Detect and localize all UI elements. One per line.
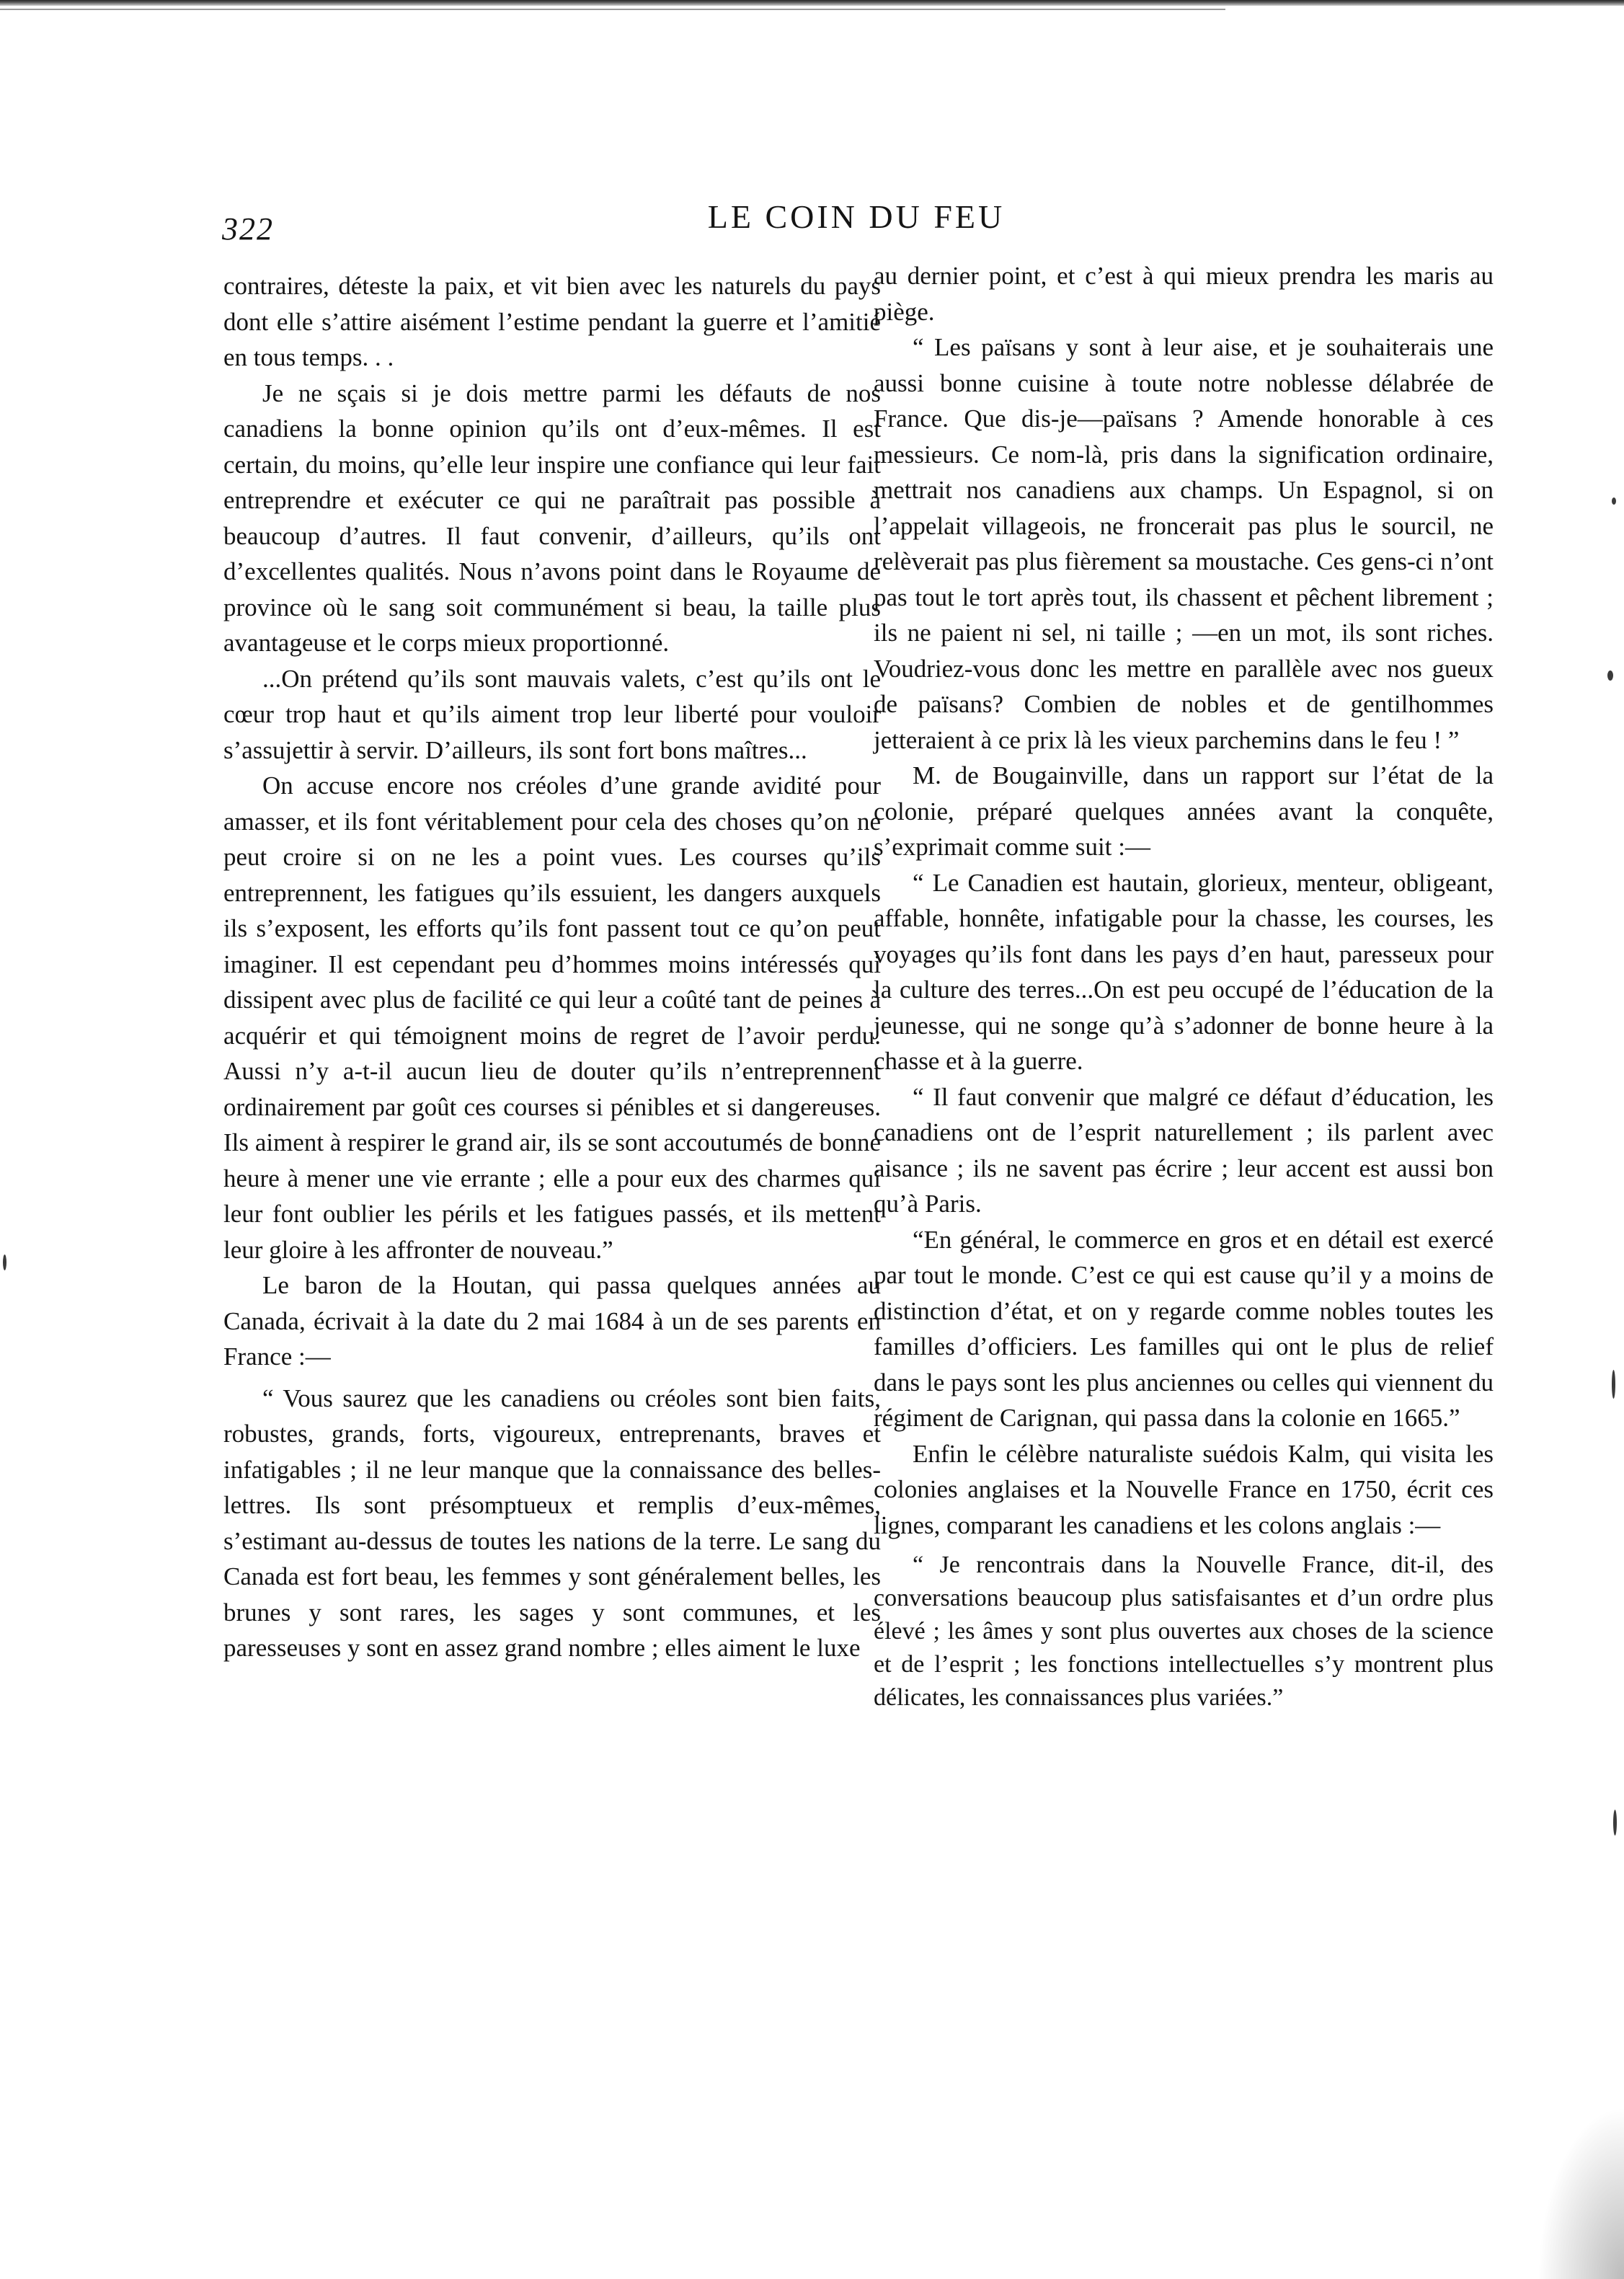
paragraph: “ Les païsans y sont à leur aise, et je souhaiterais une aussi bonne cuisine à toute notre noblesse délabrée de France. Que dis-je—païsans ? Amende honorable à ces messieurs. Ce nom-là, pris dans la signification ordinaire, mettrait nos canadiens aux champs. Un Espagnol, si on l’appelait villageois, ne froncerait pas plus le sourcil, ne relèverait pas plus fièrement sa moustache. Ces gens-ci n’ont pas tout le tort après tout, ils chassent et pêchent librement ; ils ne paient ni sel, ni taille ; —en un mot, ils sont riches. Voudriez-vous donc les mettre en parallèle avec nos gueux de païsans? Combien de nobles et de gentilhommes jetteraient à ce prix là les vieux parchemins dans le feu ! ” — [874, 333, 1494, 754]
scan-speck — [1612, 1370, 1615, 1399]
scan-top-rule — [0, 9, 1225, 10]
paragraph: “ Il faut convenir que malgré ce défaut d’éducation, les canadiens ont de l’esprit naturellement ; ils parlent avec aisance ; ils ne savent pas écrire ; leur accent est aussi bon qu’à Paris. — [874, 1082, 1494, 1218]
page-header — [222, 189, 1404, 247]
scan-speck — [1613, 1810, 1617, 1836]
paragraph: M. de Bougainville, dans un rapport sur l’état de la colonie, préparé quelques années avant la conquête, s’exprimait comme suit :— — [874, 761, 1494, 861]
paragraph: au dernier point, et c’est à qui mieux prendra les maris au piège. — [874, 262, 1494, 326]
right-column — [874, 258, 1494, 1714]
scan-speck — [1607, 671, 1613, 681]
paragraph: “ Je rencontrais dans la Nouvelle France, dit-il, des conversations beaucoup plus satisfaisantes et d’un ordre plus élevé ; les âmes y sont plus ouvertes aux choses de la science et de l’esprit ; les fonctions intellectuelles s’y montrent plus délicates, les connaissances plus variées.” — [874, 1552, 1494, 1711]
left-column — [223, 268, 881, 1666]
running-title: LE COIN DU FEU — [707, 198, 1006, 235]
scan-speck — [1612, 497, 1616, 505]
paragraph: ...On prétend qu’ils sont mauvais valets, c’est qu’ils ont le cœur trop haut et qu’ils aiment trop leur liberté pour vouloir s’assujettir à servir. D’ailleurs, ils sont fort bons maîtres... — [223, 664, 881, 764]
paragraph: “En général, le commerce en gros et en détail est exercé par tout le monde. C’est ce qui est cause qu’il y a moins de distinction d’état, et on y regarde comme nobles toutes les familles d’officiers. Les familles qui ont le plus de relief dans le pays sont les plus anciennes ou celles qui viennent du régiment de Carignan, qui passa dans la colonie en 1665.” — [874, 1225, 1494, 1432]
paragraph: “ Vous saurez que les canadiens ou créoles sont bien faits, robustes, grands, forts, vigoureux, entreprenants, braves et infatigables ; il ne leur manque que la connaissance des belles-lettres. Ils sont présomptueux et remplis d’eux-mêmes, s’estimant au-dessus de toutes les nations de la terre. Le sang du Canada est fort beau, les femmes y sont généralement belles, les brunes y sont rares, les sages y sont communes, et les paresseuses y sont en assez grand nombre ; elles aiment le luxe — [223, 1384, 881, 1662]
paragraph: “ Le Canadien est hautain, glorieux, menteur, obligeant, affable, honnête, infatigable pour la chasse, les courses, les voyages qu’ils font dans les pays d’en haut, paresseux pour la culture des terres...On est peu occupé de l’éducation de la jeunesse, qui ne songe qu’à s’adonner de bonne heure à la chasse et à la guerre. — [874, 868, 1494, 1075]
scan-top-edge — [0, 0, 1624, 6]
paragraph: Enfin le célèbre naturaliste suédois Kalm, qui visita les colonies anglaises et la Nouvelle France en 1750, écrit ces lignes, comparant les canadiens et les colons anglais :— — [874, 1439, 1494, 1539]
scan-speck — [3, 1254, 6, 1270]
paragraph: Je ne sçais si je dois mettre parmi les défauts de nos canadiens la bonne opinion qu’ils ont d’eux-mêmes. Il est certain, du moins, qu’elle leur inspire une confiance qui leur fait entreprendre et exécuter ce qui ne paraîtrait pas possible à beaucoup d’autres. Il faut convenir, d’ailleurs, qu’ils ont d’excellentes qualités. Nous n’avons point dans le Royaume de province où le sang soit communément si beau, la taille plus avantageuse et le corps mieux proportionné. — [223, 379, 881, 657]
paragraph: contraires, déteste la paix, et vit bien avec les naturels du pays dont elle s’attire aisément l’estime pendant la guerre et l’amitié en tous temps. . . — [223, 272, 881, 371]
page-number: 322 — [222, 211, 274, 247]
scan-edge-noise — [1538, 2106, 1624, 2279]
paragraph: Le baron de la Houtan, qui passa quelques années au Canada, écrivait à la date du 2 mai 1684 à un de ses parents en France :— — [223, 1271, 881, 1371]
paragraph: On accuse encore nos créoles d’une grande avidité pour amasser, et ils font véritablement pour cela des choses qu’on ne peut croire si on ne les a point vues. Les courses qu’ils entreprennent, les fatigues qu’ils essuient, les dangers auxquels ils s’exposent, les efforts qu’ils font passent tout ce qu’on peut imaginer. Il est cependant peu d’hommes moins intéressés qui dissipent avec plus de facilité ce qui leur a coûté tant de peines à acquérir et qui témoignent moins de regret de l’avoir perdu. Aussi n’y a-t-il aucun lieu de douter qu’ils n’entreprennent ordinairement par goût ces courses si pénibles et si dangereuses. Ils aiment à respirer le grand air, ils se sont accoutumés de bonne heure à mener une vie errante ; elle a pour eux des charmes qui leur font oublier les périls et les fatigues passés, et ils mettent leur gloire à les affronter de nouveau.” — [223, 771, 881, 1264]
